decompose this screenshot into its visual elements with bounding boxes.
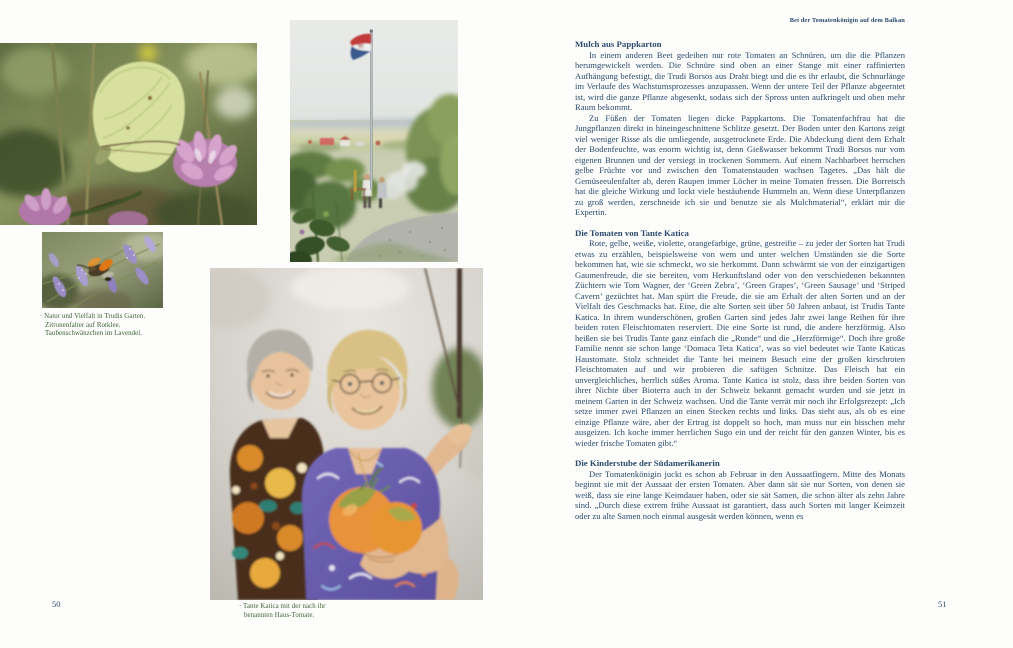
page-number-left: 50 [52, 599, 61, 609]
caption-line: Taubenschwänzchen im Lavendel. [45, 330, 143, 338]
caption-line: · Natur und Vielfalt in Trudis Garten. [40, 313, 146, 320]
butterfly-photo-art [0, 43, 257, 225]
portrait-photo-art [210, 268, 483, 600]
portrait-photo [210, 268, 483, 600]
caption-line: benannten Haus-Tomate. [244, 611, 315, 619]
paragraph: In einem anderen Beet gedeihen nur rote Tomaten an Schnüren, um die die Pflanzen herumgewickelt werden. Die Schnüre sind oben an einer Stange mit einer raffinierten Aufhängung befestigt, die Trudi Borsos aus Draht biegt und die es ihr erlaubt, die Schnurlänge im Verlaufe des Wachstumsprozesses anzupassen. Wenn der untere Teil der Pflanze abgeerntet ist, wird die ganze Pflanze abgesenkt, sodass sich der Spross unten aufkringelt und oben mehr Raum bekommt. [575, 49, 905, 112]
flag-photo [290, 20, 458, 262]
butterfly-photo [0, 43, 257, 225]
page-number-right: 51 [938, 599, 947, 609]
photo-caption-katica [239, 603, 389, 620]
caption-line: · Tante Katica mit der nach ihr [239, 603, 326, 610]
running-header: Bei der Tomatenkönigin auf dem Balkan [789, 17, 905, 24]
paragraph: Zu Füßen der Tomaten liegen dicke Pappkartons. Die Tomatenfachfrau hat die Jungpflanzen direkt in hineingeschnittene Schlitze gesetzt. Der Boden unter den Kartons zeigt viel weniger Risse als die umliegende, ausgetrocknete Erde. Die Abdeckung dient dem Erhalt der Bodenfeuchte, was enorm wichtig ist, denn Gießwasser bekommt Trudi Borsos nur vom eigenen Brunnen und der versiegt in trockenen Sommern. Auf einem Nachbarbeet herrschen gelbe Früchte vor und zwischen den Tomatenstauden wachsen Tagetes. „Das hält die Gemüseeulenfalter ab, deren Raupen immer Löcher in meine Tomaten fressen. Die Borretsch hat die gleiche Wirkung und lockt viele bestäubende Hummeln an. Wenn diese Unterpflanzen zu groß werden, zerschneide ich sie und benutze sie als Mulchmaterial“, erklärt mir die Expertin. [575, 112, 905, 217]
section-heading-kinderstube: Die Kinderstube der Südamerikanerin [575, 458, 720, 468]
section-heading-tomaten: Die Tomaten von Tante Katica [575, 227, 689, 238]
flag-photo-art [290, 20, 458, 262]
photo-caption-nature [40, 313, 190, 339]
text-column [575, 39, 905, 521]
section-heading-mulch: Mulch aus Pappkarton [575, 39, 662, 49]
lavender-photo [42, 232, 163, 308]
paragraph: Rote, gelbe, weiße, violette, orangefarbige, grüne, gestreifte – zu jeder der Sorten hat Trudi etwas zu erzählen, beispielsweise von wem und unter welchen Umständen sie die Sorte bekommen hat, wie sie schmeckt, wo sie herkommt. Dann schwärmt sie von der einzigartigen Gaumenfreude, die sie bereiten, vom Herkunftsland oder von den verschiedenen bekannten Züchtern wie Tom Wagner, der ‘Green Zebra’, ‘Green Grapes’, ‘Green Sausage’ und ‘Striped Cavern’ gezüchtet hat. Man spürt die Freude, die sie am Erhalt der alten Sorten und an der Vielfalt des Geschmacks hat. Eine, die alte Sorten seit über 50 Jahren anbaut, ist Trudis Tante Katica. In ihrem wunderschönen, großen Garten sind jedes Jahr zwei lange Reihen für ihre beiden roten Fleischtomaten reserviert. Die eine Sorte ist rund, die andere herzförmig. Also heißen sie bei Trudis Tante ganz einfach die „Runde“ und die „Herzförmige“. Doch ihre große Familie nennt sie schon lange ‘Domaca Teta Katica’, was so viel bedeutet wie Tante Katicas Haustomate. Stolz schneidet die Tante bei meinem Besuch eine der großen kirschroten Fleischtomaten auf und wir probieren die saftigen Schnitze. Das Fleisch hat ein unvergleichliches, herrlich süßes Aroma. Tante Katica ist stolz, dass ihre beiden Sorten von ihrer Nichte über Bioterra auch in der Schweiz bekannt gemacht wurden und sie jetzt in meinem Garten in der Schweiz wachsen. Und die Tante verrät mir noch ihr Erfolgsrezept: „Ich setze immer zwei Pflanzen an einen Stecken rechts und links. Das sieht aus, als ob es eine einzige Pflanze wäre, aber der Ertrag ist doppelt so hoch, man muss nur ein bisschen mehr ausgeizen. Ich koche immer herrlichen Sugo ein und der reicht für den ganzen Winter, bis es wieder frische Tomaten gibt.“ [575, 238, 905, 448]
lavender-photo-art [42, 232, 163, 308]
paragraph: Der Tomatenkönigin juckt es schon ab Februar in den Aussaatfingern. Mitte des Monats beginnt sie mit der Aussaat der ersten Tomaten. Aber dann sät sie nur Sorten, von denen sie weiß, dass sie eine lange Keimdauer haben, oder sie sät Samen, die schon älter als zehn Jahre sind. „Durch diese extrem frühe Aussaat ist garantiert, dass auch Sorten mit langer Keimzeit oder zu alte Samen noch einmal ausgesät werden können, wenn es [575, 468, 905, 521]
caption-line: Zitronenfalter auf Rotklee. [45, 321, 121, 329]
